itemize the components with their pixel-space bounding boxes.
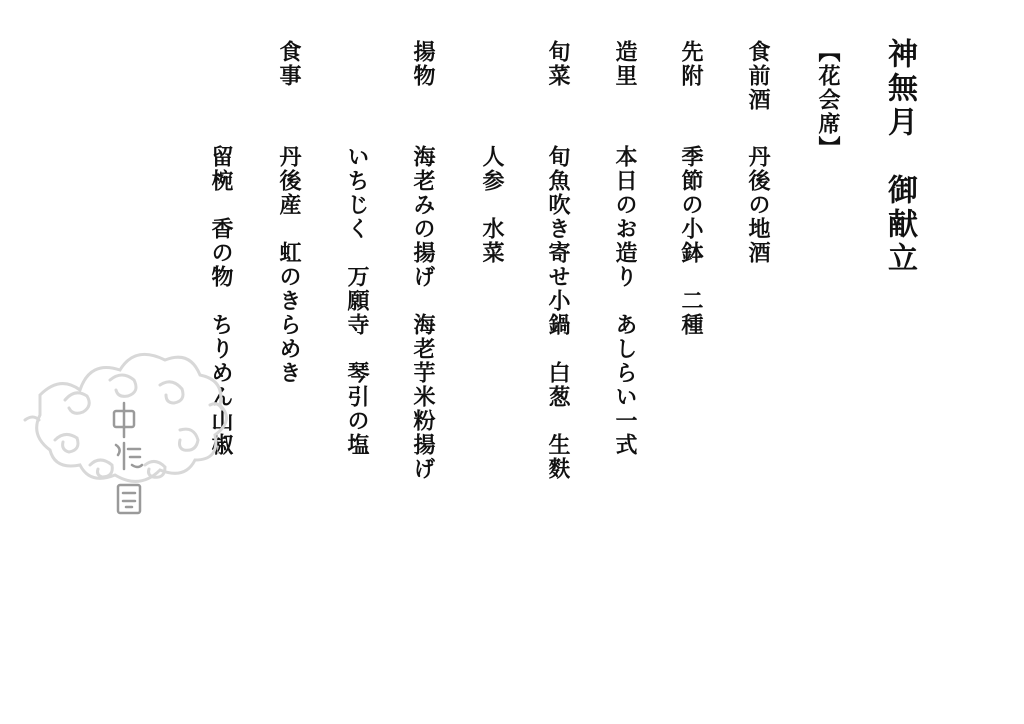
cloud-seal-logo <box>20 325 230 525</box>
category-agemono: 揚物 <box>410 40 436 88</box>
category-shokuji: 食事 <box>276 40 302 88</box>
course-label: 【花会席】 <box>815 40 841 160</box>
dish-shokuji: 丹後産 虹のきらめき <box>276 145 302 385</box>
menu-title: 神無月 御献立 <box>882 38 917 276</box>
category-shokuzenshu: 食前酒 <box>745 40 771 112</box>
dish-agemono-cont: いちじく 万願寺 琴引の塩 <box>344 145 370 457</box>
dish-shunsai: 旬魚吹き寄せ小鍋 白葱 生麩 <box>545 145 571 481</box>
dish-agemono: 海老みの揚げ 海老芋米粉揚げ <box>410 145 436 481</box>
dish-shokuji-cont: 留椀 香の物 ちりめん山椒 <box>208 145 234 457</box>
dish-sakizuke: 季節の小鉢 二種 <box>678 145 704 337</box>
cloud-icon <box>25 354 226 481</box>
dish-shunsai-cont: 人参 水菜 <box>479 145 505 265</box>
dish-tsukuri: 本日のお造り あしらい一式 <box>612 145 638 457</box>
seal-icon <box>114 403 142 513</box>
category-shunsai: 旬菜 <box>545 40 571 88</box>
category-tsukuri: 造里 <box>612 40 638 88</box>
category-sakizuke: 先附 <box>678 40 704 88</box>
dish-shokuzenshu: 丹後の地酒 <box>745 145 771 265</box>
